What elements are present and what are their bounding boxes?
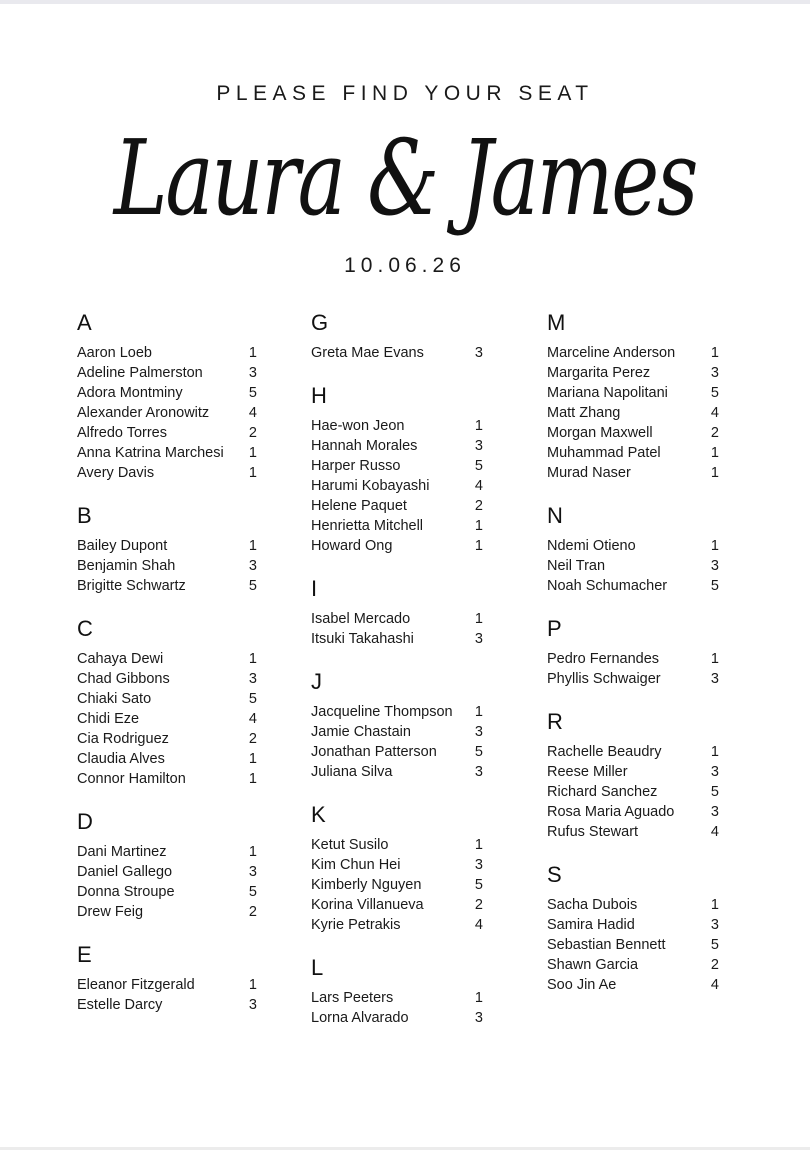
table-number: 5 <box>710 937 719 953</box>
guest-name: Helene Paquet <box>311 498 407 514</box>
guest-name: Kyrie Petrakis <box>311 917 401 933</box>
guest-name: Estelle Darcy <box>77 997 163 1013</box>
guest-row <box>77 749 257 769</box>
guest-name: Adora Montminy <box>77 385 183 401</box>
guest-name: Sebastian Bennett <box>547 937 666 953</box>
table-number: 3 <box>710 917 719 933</box>
table-number: 1 <box>710 538 719 554</box>
guest-name: Howard Ong <box>311 538 393 554</box>
guest-name: Harper Russo <box>311 458 401 474</box>
section-letter: P <box>547 616 562 641</box>
table-number: 4 <box>710 405 719 421</box>
guest-name: Kimberly Nguyen <box>311 877 422 893</box>
section-letter: I <box>311 576 318 601</box>
table-number: 1 <box>248 465 257 481</box>
guest-row <box>547 955 719 975</box>
guest-name: Aaron Loeb <box>77 345 152 361</box>
guest-row <box>547 762 719 782</box>
guest-row <box>547 935 719 955</box>
guest-row <box>77 363 257 383</box>
guest-row <box>77 576 257 596</box>
guest-name: Noah Schumacher <box>547 578 668 594</box>
guest-name: Ketut Susilo <box>311 837 389 853</box>
guest-row <box>77 403 257 423</box>
guest-name: Juliana Silva <box>311 764 393 780</box>
section-c <box>77 616 257 789</box>
section-b <box>77 503 257 596</box>
guest-name: Greta Mae Evans <box>311 345 424 361</box>
table-number: 3 <box>710 764 719 780</box>
table-number: 1 <box>710 345 719 361</box>
table-number: 1 <box>710 445 719 461</box>
table-number: 1 <box>248 751 257 767</box>
guest-name: Sacha Dubois <box>547 897 638 913</box>
guest-row <box>77 343 257 363</box>
table-number: 1 <box>710 897 719 913</box>
top-border <box>0 0 810 4</box>
table-number: 2 <box>248 731 257 747</box>
table-number: 2 <box>710 957 719 973</box>
table-number: 3 <box>710 365 719 381</box>
section-letter: N <box>547 503 563 528</box>
guest-row <box>547 742 719 762</box>
guest-row <box>311 895 483 915</box>
table-number: 1 <box>474 418 483 434</box>
guest-name: Anna Katrina Marchesi <box>77 445 224 461</box>
section-letter: E <box>77 942 92 967</box>
table-number: 3 <box>474 631 483 647</box>
guest-row <box>77 669 257 689</box>
guest-name: Rosa Maria Aguado <box>547 804 675 820</box>
table-number: 3 <box>474 764 483 780</box>
guest-row <box>77 556 257 576</box>
guest-row <box>311 762 483 782</box>
section-letter: A <box>77 310 92 335</box>
table-number: 3 <box>474 438 483 454</box>
guest-name: Marceline Anderson <box>547 345 676 361</box>
guest-row <box>311 516 483 536</box>
guest-name: Cahaya Dewi <box>77 651 164 667</box>
guest-row <box>77 975 257 995</box>
seating-column-3 <box>547 310 719 1015</box>
guest-row <box>77 842 257 862</box>
guest-name: Shawn Garcia <box>547 957 639 973</box>
guest-name: Ndemi Otieno <box>547 538 636 554</box>
guest-name: Richard Sanchez <box>547 784 658 800</box>
table-number: 3 <box>248 997 257 1013</box>
table-number: 3 <box>710 558 719 574</box>
table-number: 4 <box>248 405 257 421</box>
guest-name: Alexander Aronowitz <box>77 405 210 421</box>
table-number: 3 <box>248 671 257 687</box>
table-number: 1 <box>474 837 483 853</box>
guest-row <box>77 689 257 709</box>
guest-row <box>311 629 483 649</box>
guest-row <box>547 556 719 576</box>
section-s <box>547 862 719 995</box>
table-number: 2 <box>248 904 257 920</box>
section-j <box>311 669 483 782</box>
couple-names: Laura & James <box>113 117 697 239</box>
table-number: 5 <box>474 877 483 893</box>
guest-row <box>311 1008 483 1028</box>
guest-row <box>311 835 483 855</box>
table-number: 1 <box>248 844 257 860</box>
guest-name: Muhammad Patel <box>547 445 661 461</box>
section-letter: L <box>311 955 324 980</box>
guest-name: Henrietta Mitchell <box>311 518 424 534</box>
table-number: 3 <box>474 724 483 740</box>
guest-name: Matt Zhang <box>547 405 621 421</box>
table-number: 5 <box>710 578 719 594</box>
guest-row <box>77 709 257 729</box>
guest-row <box>547 423 719 443</box>
guest-row <box>311 722 483 742</box>
section-p <box>547 616 719 689</box>
guest-row <box>77 902 257 922</box>
section-l <box>311 955 483 1028</box>
guest-name: Alfredo Torres <box>77 425 167 441</box>
section-letter: M <box>547 310 566 335</box>
guest-name: Hae-won Jeon <box>311 418 405 434</box>
section-m <box>547 310 719 483</box>
section-g <box>311 310 483 363</box>
guest-row <box>547 802 719 822</box>
table-number: 1 <box>710 465 719 481</box>
guest-name: Drew Feig <box>77 904 144 920</box>
guest-row <box>311 536 483 556</box>
guest-row <box>547 782 719 802</box>
table-number: 1 <box>248 771 257 787</box>
guest-name: Donna Stroupe <box>77 884 175 900</box>
guest-row <box>77 729 257 749</box>
guest-row <box>311 456 483 476</box>
guest-row <box>311 436 483 456</box>
guest-name: Morgan Maxwell <box>547 425 653 441</box>
table-number: 1 <box>248 445 257 461</box>
guest-name: Brigitte Schwartz <box>77 578 186 594</box>
guest-name: Cia Rodriguez <box>77 731 169 747</box>
guest-name: Margarita Perez <box>547 365 651 381</box>
table-number: 1 <box>710 744 719 760</box>
guest-row <box>311 702 483 722</box>
guest-row <box>311 343 483 363</box>
table-number: 3 <box>248 365 257 381</box>
table-number: 5 <box>474 458 483 474</box>
section-letter: C <box>77 616 93 641</box>
table-number: 2 <box>474 498 483 514</box>
guest-name: Lorna Alvarado <box>311 1010 409 1026</box>
section-n <box>547 503 719 596</box>
table-number: 1 <box>248 345 257 361</box>
guest-name: Claudia Alves <box>77 751 165 767</box>
guest-row <box>311 609 483 629</box>
guest-row <box>77 862 257 882</box>
guest-row <box>77 383 257 403</box>
section-letter: K <box>311 802 326 827</box>
section-letter: B <box>77 503 92 528</box>
guest-row <box>77 443 257 463</box>
section-e <box>77 942 257 1015</box>
guest-row <box>311 875 483 895</box>
table-number: 1 <box>248 538 257 554</box>
guest-row <box>311 496 483 516</box>
table-number: 1 <box>474 990 483 1006</box>
guest-row <box>547 915 719 935</box>
guest-name: Lars Peeters <box>311 990 394 1006</box>
section-letter: H <box>311 383 327 408</box>
table-number: 1 <box>248 651 257 667</box>
table-number: 2 <box>710 425 719 441</box>
table-number: 1 <box>248 977 257 993</box>
guest-row <box>547 363 719 383</box>
guest-name: Adeline Palmerston <box>77 365 203 381</box>
table-number: 1 <box>474 704 483 720</box>
guest-row <box>547 463 719 483</box>
table-number: 5 <box>248 691 257 707</box>
guest-name: Chidi Eze <box>77 711 140 727</box>
table-number: 1 <box>474 611 483 627</box>
table-number: 5 <box>248 884 257 900</box>
guest-row <box>547 895 719 915</box>
guest-name: Avery Davis <box>77 465 155 481</box>
guest-name: Phyllis Schwaiger <box>547 671 661 687</box>
guest-name: Itsuki Takahashi <box>311 631 414 647</box>
guest-row <box>547 383 719 403</box>
section-a <box>77 310 257 483</box>
guest-row <box>311 476 483 496</box>
guest-name: Benjamin Shah <box>77 558 176 574</box>
guest-row <box>77 463 257 483</box>
guest-name: Chad Gibbons <box>77 671 170 687</box>
guest-name: Jonathan Patterson <box>311 744 437 760</box>
section-letter: G <box>311 310 329 335</box>
guest-row <box>547 975 719 995</box>
guest-row <box>547 669 719 689</box>
table-number: 5 <box>474 744 483 760</box>
guest-row <box>547 343 719 363</box>
guest-row <box>77 769 257 789</box>
section-k <box>311 802 483 935</box>
guest-name: Chiaki Sato <box>77 691 152 707</box>
table-number: 3 <box>248 864 257 880</box>
table-number: 4 <box>710 824 719 840</box>
guest-row <box>77 536 257 556</box>
wedding-date: 10.06.26 <box>344 254 466 277</box>
guest-row <box>311 855 483 875</box>
section-h <box>311 383 483 556</box>
guest-name: Korina Villanueva <box>311 897 424 913</box>
table-number: 3 <box>474 857 483 873</box>
guest-name: Bailey Dupont <box>77 538 168 554</box>
guest-row <box>547 649 719 669</box>
table-number: 1 <box>710 651 719 667</box>
guest-row <box>77 649 257 669</box>
table-number: 5 <box>710 784 719 800</box>
guest-name: Kim Chun Hei <box>311 857 401 873</box>
guest-name: Soo Jin Ae <box>547 977 617 993</box>
guest-row <box>77 423 257 443</box>
table-number: 4 <box>248 711 257 727</box>
section-letter: S <box>547 862 562 887</box>
table-number: 5 <box>710 385 719 401</box>
guest-name: Murad Naser <box>547 465 631 481</box>
guest-row <box>547 403 719 423</box>
guest-name: Dani Martinez <box>77 844 167 860</box>
section-r <box>547 709 719 842</box>
guest-name: Connor Hamilton <box>77 771 186 787</box>
table-number: 3 <box>474 1010 483 1026</box>
guest-name: Eleanor Fitzgerald <box>77 977 195 993</box>
table-number: 5 <box>248 578 257 594</box>
table-number: 3 <box>710 671 719 687</box>
section-letter: J <box>311 669 322 694</box>
section-d <box>77 809 257 922</box>
guest-row <box>77 882 257 902</box>
table-number: 3 <box>710 804 719 820</box>
guest-name: Reese Miller <box>547 764 628 780</box>
guest-name: Harumi Kobayashi <box>311 478 430 494</box>
guest-name: Rufus Stewart <box>547 824 639 840</box>
section-letter: R <box>547 709 563 734</box>
seating-column-1 <box>77 310 257 1035</box>
guest-name: Samira Hadid <box>547 917 635 933</box>
guest-name: Jacqueline Thompson <box>311 704 453 720</box>
guest-row <box>547 536 719 556</box>
guest-name: Isabel Mercado <box>311 611 411 627</box>
seating-column-2 <box>311 310 483 1048</box>
table-number: 2 <box>248 425 257 441</box>
tagline: PLEASE FIND YOUR SEAT <box>216 82 594 105</box>
table-number: 2 <box>474 897 483 913</box>
table-number: 4 <box>474 478 483 494</box>
section-letter: D <box>77 809 93 834</box>
table-number: 1 <box>474 518 483 534</box>
guest-row <box>311 915 483 935</box>
guest-row <box>311 416 483 436</box>
guest-name: Daniel Gallego <box>77 864 173 880</box>
guest-row <box>311 988 483 1008</box>
table-number: 3 <box>474 345 483 361</box>
table-number: 1 <box>474 538 483 554</box>
guest-row <box>77 995 257 1015</box>
guest-row <box>547 576 719 596</box>
table-number: 5 <box>248 385 257 401</box>
table-number: 4 <box>474 917 483 933</box>
guest-name: Jamie Chastain <box>311 724 411 740</box>
guest-row <box>311 742 483 762</box>
guest-name: Pedro Fernandes <box>547 651 660 667</box>
guest-name: Rachelle Beaudry <box>547 744 662 760</box>
table-number: 3 <box>248 558 257 574</box>
guest-name: Mariana Napolitani <box>547 385 668 401</box>
table-number: 4 <box>710 977 719 993</box>
guest-row <box>547 822 719 842</box>
guest-name: Hannah Morales <box>311 438 418 454</box>
section-i <box>311 576 483 649</box>
guest-row <box>547 443 719 463</box>
guest-name: Neil Tran <box>547 558 606 574</box>
